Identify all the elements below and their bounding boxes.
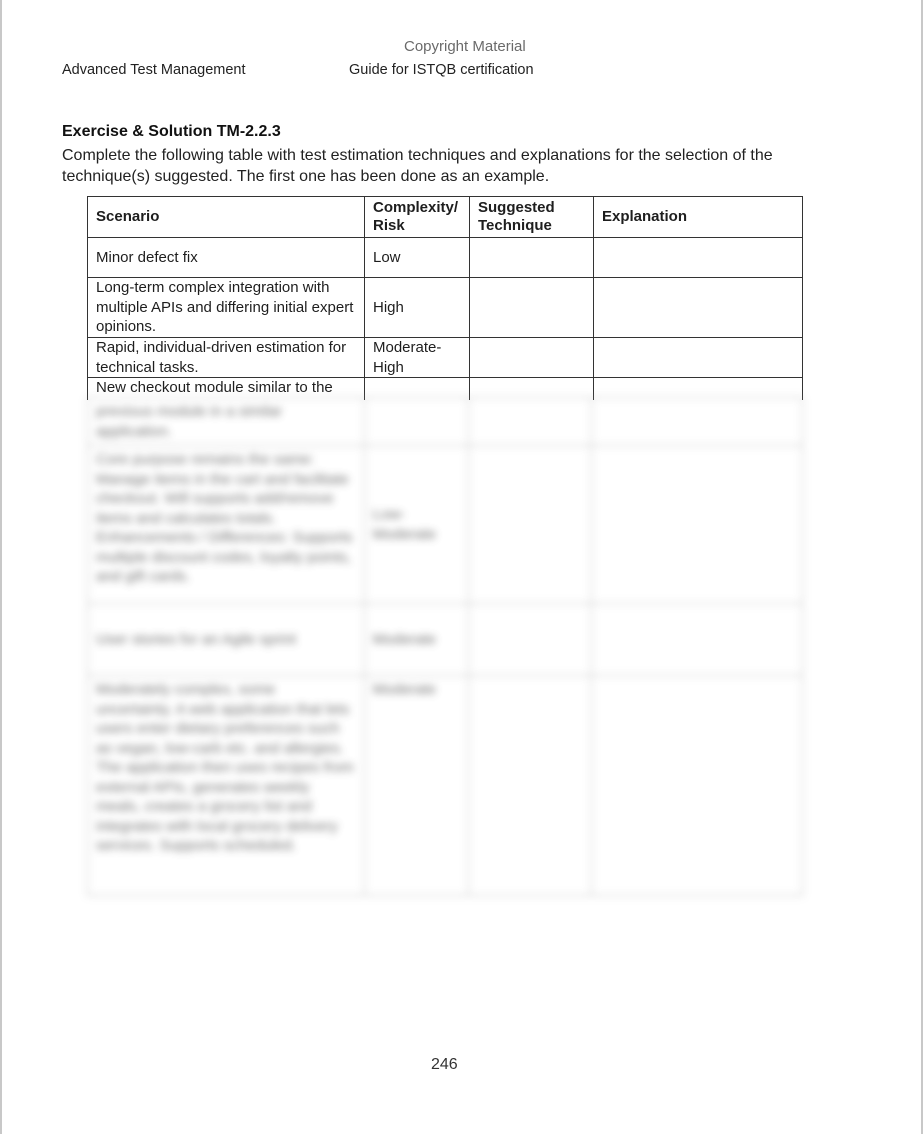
cell-explanation (592, 604, 803, 676)
column-header-complexity (365, 197, 470, 238)
cell-complexity: Moderate (364, 676, 468, 896)
cell-complexity: Moderate (364, 604, 468, 676)
cell-technique (468, 398, 592, 446)
running-header-book-title: Advanced Test Management (62, 62, 246, 78)
cell-explanation (592, 398, 803, 446)
cell-technique (470, 278, 594, 338)
blurred-content-region (87, 397, 803, 885)
page-number: 246 (431, 1056, 458, 1073)
column-header-scenario: Scenario (88, 197, 365, 238)
table-row (88, 676, 803, 896)
page-edge-left (0, 0, 2, 1134)
running-header-subtitle: Guide for ISTQB certification (349, 62, 534, 78)
cell-technique (470, 238, 594, 278)
table-header-row (88, 197, 803, 238)
cell-technique (470, 338, 594, 378)
cell-complexity (364, 398, 468, 446)
cell-complexity (365, 338, 470, 378)
cell-complexity: Low (365, 238, 470, 278)
column-header-technique (470, 197, 594, 238)
cell-technique (468, 676, 592, 896)
cell-explanation (592, 446, 803, 604)
column-header-complexity-label: Complexity/ Risk (373, 199, 459, 234)
cell-complexity-label: Moderate-High (373, 339, 442, 376)
cell-explanation (594, 278, 803, 338)
cell-scenario: Rapid, individual-driven estimation for technical tasks. (88, 338, 365, 378)
table-row (88, 278, 803, 338)
column-header-explanation: Explanation (594, 197, 803, 238)
cell-explanation (592, 676, 803, 896)
cell-scenario: previous module in a similar application. (88, 398, 365, 446)
cell-scenario: New checkout module similar to the (88, 378, 365, 400)
table-row (88, 398, 803, 446)
cell-explanation (594, 338, 803, 378)
exercise-description: Complete the following table with test estimation techniques and explanations for the selection of the technique(s) suggested. The first one has been done as an example. (62, 147, 773, 185)
cell-explanation (594, 238, 803, 278)
table-row (88, 238, 803, 278)
copyright-notice: Copyright Material (404, 38, 526, 55)
cell-technique (468, 604, 592, 676)
cell-scenario: Core purpose remains the same: Manage items in the cart and facilitate checkout. Will supports add/remove items and calculates totals. Enhancements / Differences: Supports multiple discount codes, loyalty points, and gift cards. (88, 446, 365, 604)
cell-complexity: Low-Moderate (364, 446, 468, 604)
cell-technique (468, 446, 592, 604)
column-header-technique-label: Suggested Technique (478, 199, 555, 234)
cell-scenario: Moderately complex, some uncertainty. A web application that lets users enter dietary preferences such as vegan, low-carb etc. and allergies. The application then uses recipes from external APIs, generates weekly meals, creates a grocery list and integrates with local grocery delivery services. Supports scheduled. (88, 676, 365, 896)
table-row (88, 446, 803, 604)
cell-scenario: Long-term complex integration with multiple APIs and differing initial expert opinions. (88, 278, 365, 338)
cell-scenario: User stories for an Agile sprint (88, 604, 365, 676)
cell-scenario: Minor defect fix (88, 238, 365, 278)
blurred-table (87, 397, 803, 896)
estimation-table (87, 196, 803, 400)
table-row (88, 338, 803, 378)
table-row (88, 604, 803, 676)
exercise-title: Exercise & Solution TM-2.2.3 (62, 123, 281, 140)
cell-complexity: High (365, 278, 470, 338)
